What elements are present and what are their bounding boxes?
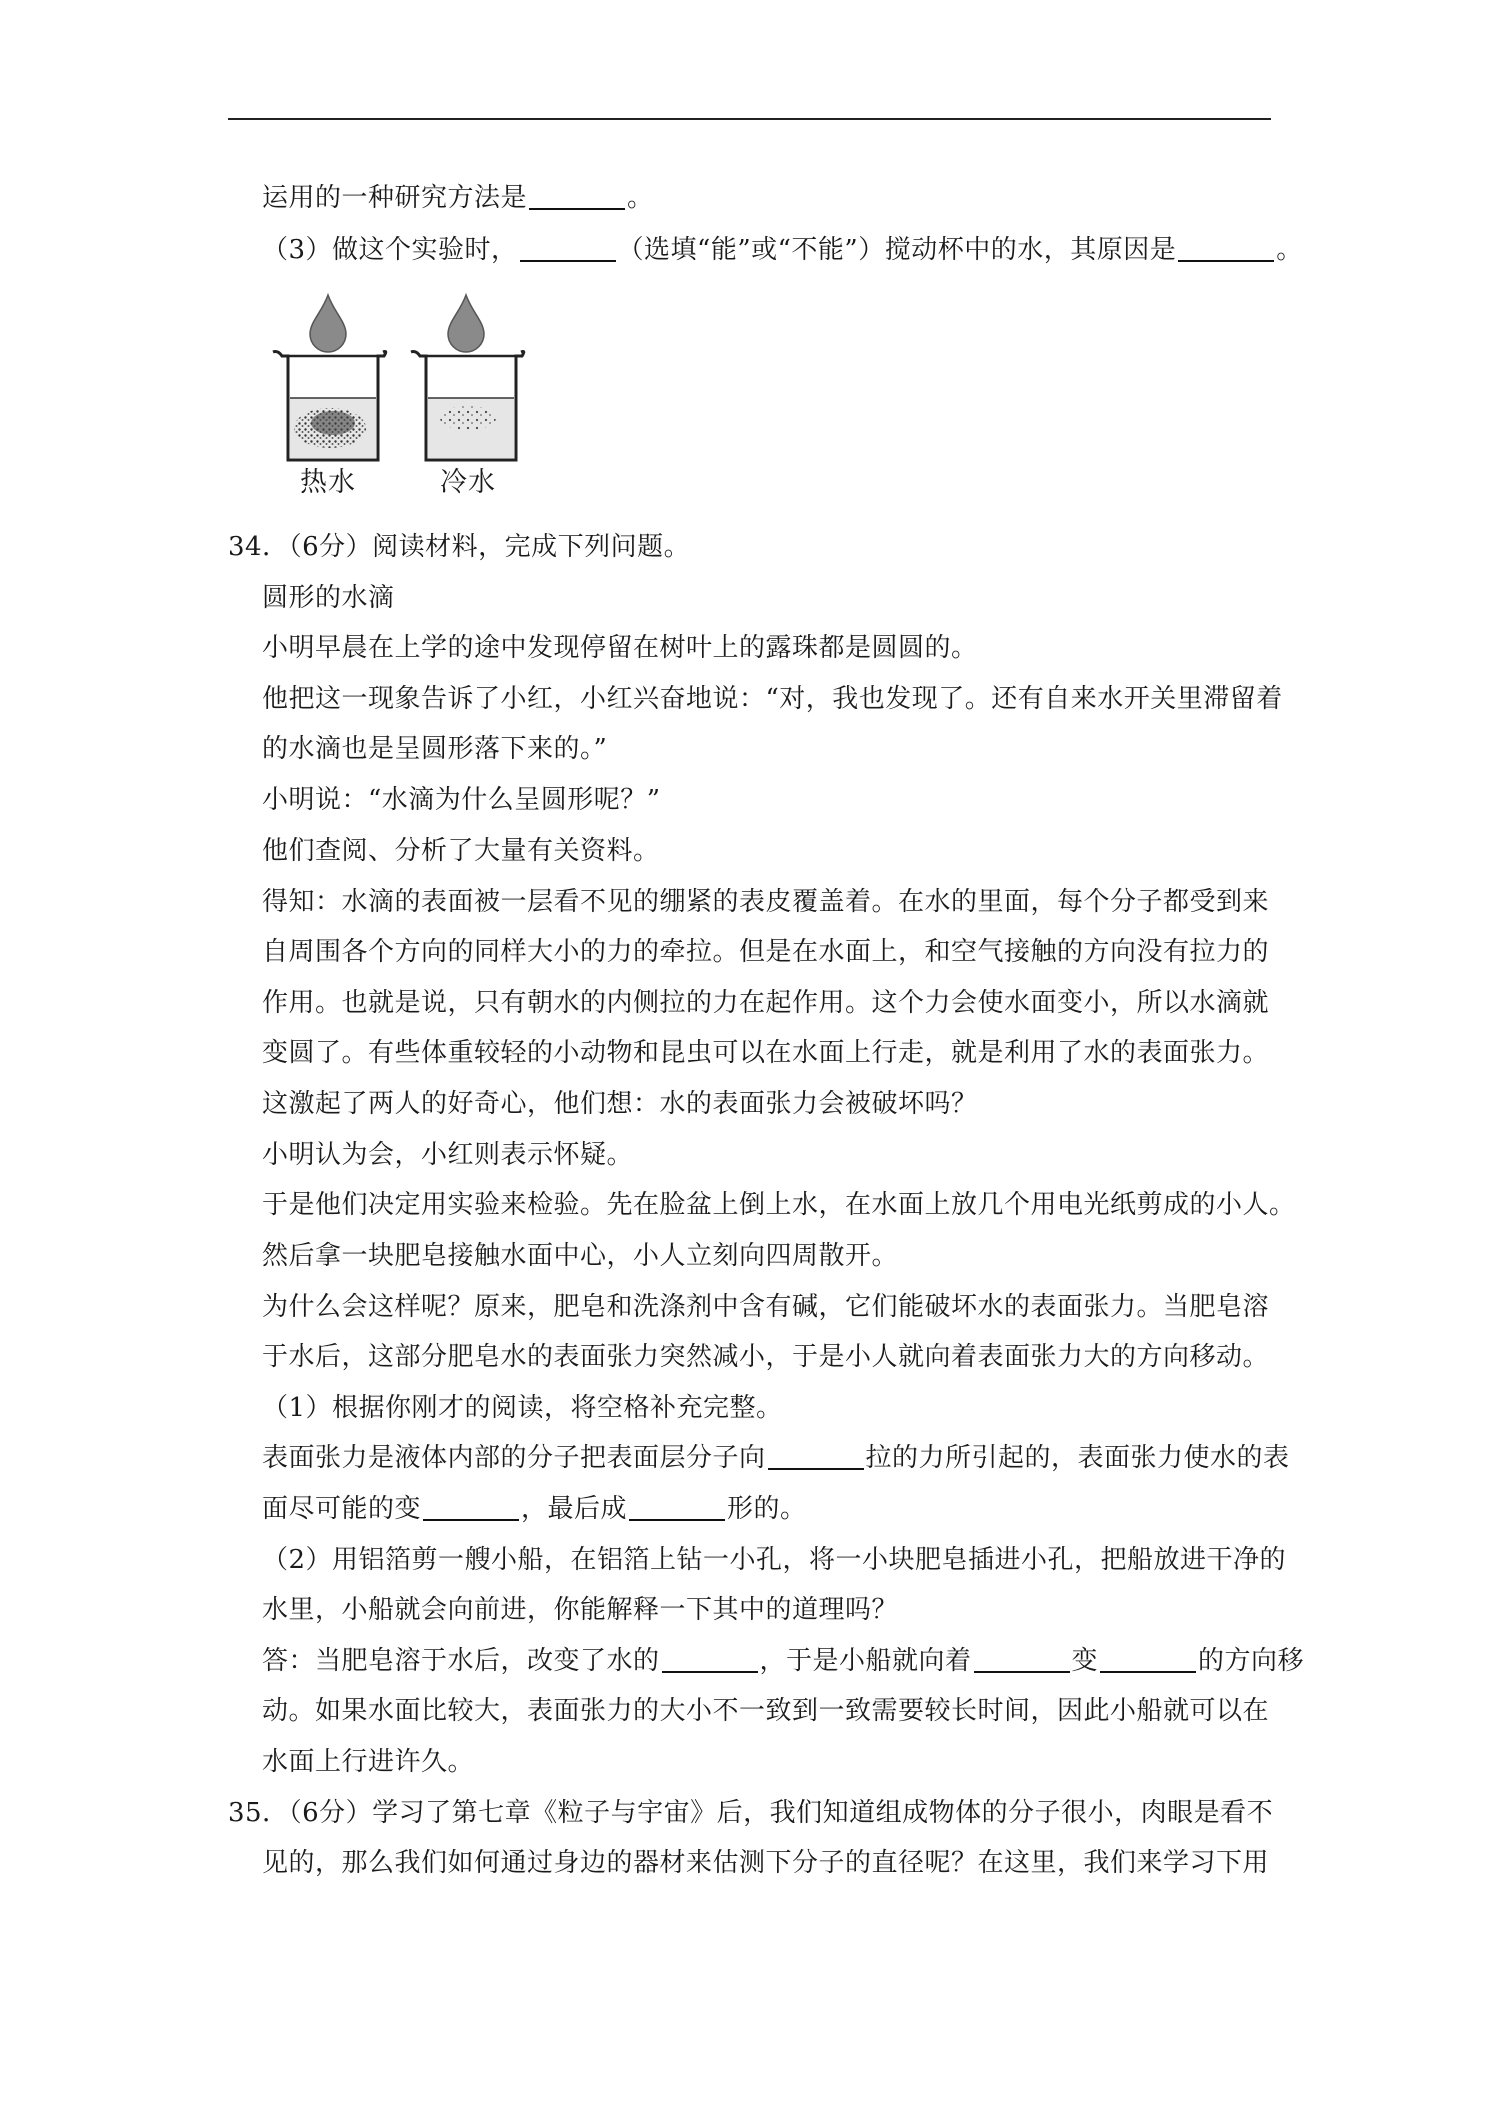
text-span: 面尽可能的变 [262, 1494, 422, 1524]
answer-line [262, 1644, 1304, 1678]
passage-line: 自周围各个方向的同样大小的力的牵拉。但是在水面上，和空气接触的方向没有拉力的 [262, 937, 1270, 967]
passage-line: 得知：水滴的表面被一层看不见的绷紧的表皮覆盖着。在水的里面，每个分子都受到来 [262, 887, 1270, 917]
passage-line: 作用。也就是说，只有朝水的内侧拉的力在起作用。这个力会使水面变小，所以水滴就 [262, 988, 1270, 1018]
water-drop-icon [448, 295, 484, 352]
answer-blank[interactable] [768, 1442, 864, 1470]
passage-line: 他把这一现象告诉了小红，小红兴奋地说：“对，我也发现了。还有自来水开关里滞留着 [262, 684, 1283, 714]
answer-blank[interactable] [662, 1645, 758, 1673]
answer-blank[interactable] [629, 1493, 725, 1521]
text-span: 变 [1071, 1646, 1099, 1676]
header-rule [228, 118, 1271, 120]
passage-line: 小明认为会，小红则表示怀疑。 [262, 1140, 634, 1170]
question-35-line: 见的，那么我们如何通过身边的器材来估测下分子的直径呢？在这里，我们来学习下用 [262, 1848, 1270, 1878]
text-span: 拉的力所引起的，表面张力使水的表 [865, 1443, 1290, 1473]
text-span: （选填“能”或“不能”）搅动杯中的水，其原因是 [617, 235, 1177, 265]
answer-line: 动。如果水面比较大，表面张力的大小不一致到一致需要较长时间，因此小船就可以在 [262, 1696, 1270, 1726]
passage-line: 然后拿一块肥皂接触水面中心，小人立刻向四周散开。 [262, 1241, 899, 1271]
passage-line: 小明早晨在上学的途中发现停留在树叶上的露珠都是圆圆的。 [262, 633, 978, 663]
text-span: 。 [1276, 235, 1303, 265]
text-span: （3）做这个实验时， [262, 235, 518, 265]
answer-blank[interactable] [520, 234, 616, 262]
cold-water-label: 冷水 [440, 467, 496, 498]
text-span: ，最后成 [521, 1494, 628, 1524]
sub-question-2-cont: 水里，小船就会向前进，你能解释一下其中的道理吗？ [262, 1595, 899, 1625]
beaker-figure [268, 290, 538, 510]
text-span: ，于是小船就向着 [759, 1646, 972, 1676]
answer-line: 水面上行进许久。 [262, 1747, 475, 1777]
passage-line: 小明说：“水滴为什么呈圆形呢？” [262, 785, 661, 815]
passage-line: 他们查阅、分析了大量有关资料。 [262, 836, 660, 866]
answer-blank[interactable] [974, 1645, 1070, 1673]
passage-line: 变圆了。有些体重较轻的小动物和昆虫可以在水面上行走，就是利用了水的表面张力。 [262, 1038, 1270, 1068]
passage-line: 的水滴也是呈圆形落下来的。” [262, 734, 608, 764]
text-span: 。 [627, 183, 654, 213]
passage-line: 为什么会这样呢？原来，肥皂和洗涤剂中含有碱，它们能破坏水的表面张力。当肥皂溶 [262, 1292, 1270, 1322]
sub-question-2: （2）用铝箔剪一艘小船，在铝箔上钻一小孔，将一小块肥皂插进小孔，把船放进干净的 [262, 1545, 1287, 1575]
text-span: 的方向移 [1198, 1646, 1305, 1676]
answer-blank[interactable] [1178, 234, 1274, 262]
answer-blank[interactable] [423, 1493, 519, 1521]
beakers-drawing [268, 290, 538, 470]
passage-line: 于是他们决定用实验来检验。先在脸盆上倒上水，在水面上放几个用电光纸剪成的小人。 [262, 1190, 1296, 1220]
text-span: 形的。 [727, 1494, 807, 1524]
answer-blank[interactable] [1100, 1645, 1196, 1673]
answer-blank[interactable] [529, 182, 625, 210]
text-line [262, 233, 1303, 267]
passage-line: 这激起了两人的好奇心，他们想：水的表面张力会被破坏吗？ [262, 1089, 978, 1119]
text-line [262, 181, 654, 215]
passage-title: 圆形的水滴 [262, 583, 395, 613]
text-span: 答：当肥皂溶于水后，改变了水的 [262, 1646, 660, 1676]
text-span: 表面张力是液体内部的分子把表面层分子向 [262, 1443, 766, 1473]
text-span: 运用的一种研究方法是 [262, 183, 528, 213]
fill-line [262, 1441, 1290, 1475]
passage-line: 于水后，这部分肥皂水的表面张力突然减小，于是小人就向着表面张力大的方向移动。 [262, 1342, 1270, 1372]
hot-water-label: 热水 [300, 467, 356, 498]
sub-question-1: （1）根据你刚才的阅读，将空格补充完整。 [262, 1393, 783, 1423]
question-34-heading: 34．（6分）阅读材料，完成下列问题。 [228, 532, 691, 562]
water-drop-icon [310, 295, 346, 352]
question-35-heading: 35．（6分）学习了第七章《粒子与宇宙》后，我们知道组成物体的分子很小，肉眼是看不 [228, 1798, 1274, 1828]
fill-line [262, 1492, 807, 1526]
